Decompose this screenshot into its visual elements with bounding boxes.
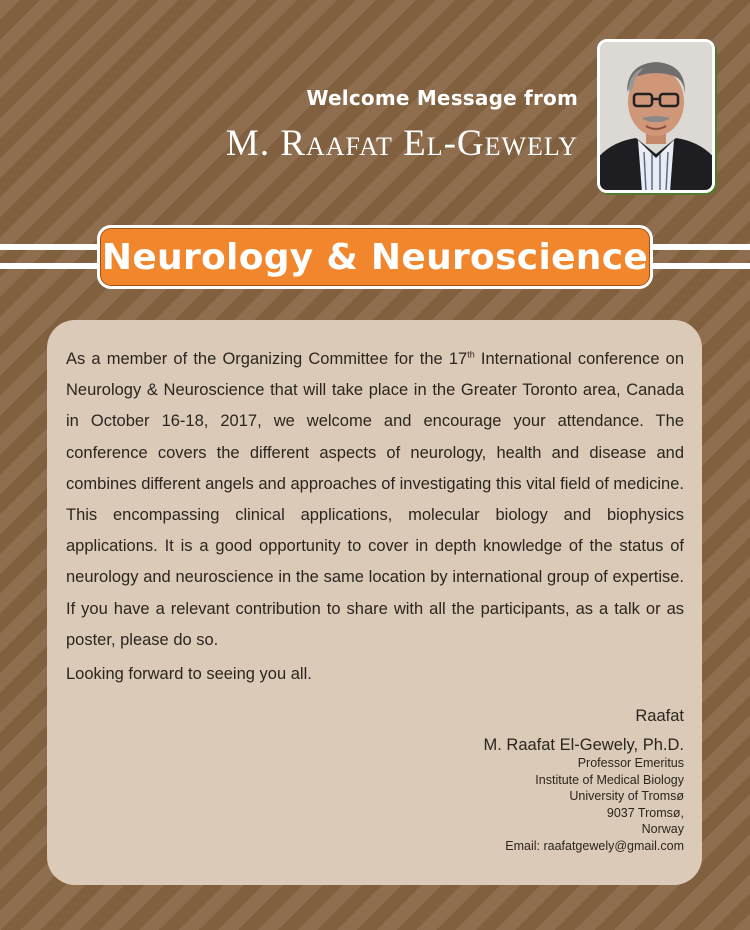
- author-portrait: [597, 39, 715, 193]
- signature-full-name: M. Raafat El-Gewely, Ph.D.: [483, 736, 684, 754]
- banner-title: Neurology & Neuroscience: [101, 236, 649, 278]
- signature-email[interactable]: Email: raafatgewely@gmail.com: [505, 838, 684, 853]
- closing-line: Looking forward to seeing you all.: [66, 665, 312, 684]
- welcome-heading: Welcome Message from: [306, 86, 578, 110]
- paragraph-body: International conference on Neurology & Neuroscience that will take place in the Greater Toronto area, Canada in October 16-18, 2017, we welcome and encourage your attendance. The conference covers the different aspects of neurology, health and disease and combines different angels and approaches of investigating this vital field of medicine. This encompassing clinical applications, molecular biology and biophysics applications. It is a good opportunity to cover in depth knowledge of the status of neurology and neuroscience in the same location by international group of expertise. If you have a relevant contribution to share with all the participants, as a talk or as poster, please do so.: [66, 350, 685, 649]
- signature-university: University of Tromsø: [569, 789, 684, 804]
- banner-stripe-right-bottom: [650, 263, 750, 269]
- welcome-paragraph: [66, 344, 684, 656]
- banner-stripe-right-top: [650, 244, 750, 250]
- signature-title: Professor Emeritus: [577, 756, 684, 770]
- portrait-illustration: [600, 42, 712, 190]
- signature-first-name: Raafat: [635, 707, 684, 725]
- ordinal-suffix: th: [467, 349, 475, 360]
- banner-stripe-left-bottom: [0, 263, 100, 269]
- message-panel: [47, 320, 702, 885]
- author-name-heading: M. Raafat El-Gewely: [225, 123, 578, 164]
- signature-institute: Institute of Medical Biology: [535, 772, 684, 787]
- signature-block: [483, 705, 684, 855]
- signature-country: Norway: [641, 822, 684, 837]
- signature-postcode-city: 9037 Tromsø,: [606, 805, 684, 820]
- paragraph-lead: As a member of the Organizing Committee for the 17: [66, 350, 468, 368]
- conference-banner: [97, 225, 653, 289]
- banner-stripe-left-top: [0, 244, 100, 250]
